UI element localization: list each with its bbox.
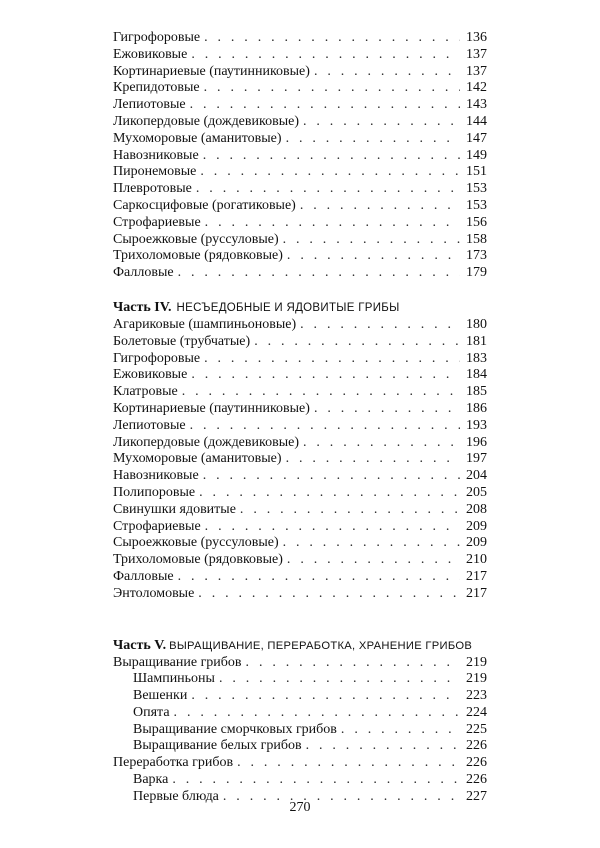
toc-entry-title: Варка: [133, 772, 169, 788]
dot-leader: [240, 502, 460, 519]
toc-entry: [113, 334, 487, 351]
toc-entry-page: 193: [466, 417, 487, 433]
toc-entry-page: 153: [466, 197, 487, 213]
toc-entry: [113, 401, 487, 418]
toc-entry-title: Первые блюда: [133, 788, 219, 804]
toc-entry: [113, 47, 487, 64]
toc-entry-title: Переработка грибов: [113, 755, 234, 771]
toc-entry: [113, 655, 487, 672]
toc-entry-page: 226: [466, 772, 487, 788]
table-of-contents: [113, 30, 487, 806]
toc-entry: [113, 671, 487, 688]
toc-entry-page: 196: [466, 434, 487, 450]
dot-leader: [190, 418, 460, 435]
toc-entry-page: 147: [466, 130, 487, 146]
toc-entry-title: Сыроежковые (руссуловые): [113, 231, 279, 247]
dot-leader: [283, 535, 460, 552]
dot-leader: [199, 485, 460, 502]
toc-entry-page: 217: [466, 585, 487, 601]
toc-entry-title: Выращивание сморчковых грибов: [133, 721, 337, 737]
toc-entry-title: Шампиньоны: [133, 671, 215, 687]
toc-entry: [113, 30, 487, 47]
toc-entry-title: Фалловые: [113, 568, 174, 584]
toc-part-5-list: [113, 655, 487, 806]
toc-entry-title: Фалловые: [113, 265, 174, 281]
part-title: НЕСЪЕДОБНЫЕ И ЯДОВИТЫЕ ГРИБЫ: [176, 301, 400, 314]
toc-entry: [113, 248, 487, 265]
toc-entry-title: Трихоломовые (рядовковые): [113, 248, 283, 264]
dot-leader: [172, 772, 460, 789]
dot-leader: [237, 755, 460, 772]
dot-leader: [303, 435, 460, 452]
toc-entry: [113, 688, 487, 705]
toc-entry-title: Ежовиковые: [113, 367, 188, 383]
toc-entry-page: 137: [466, 63, 487, 79]
dot-leader: [300, 198, 460, 215]
toc-entry: [113, 64, 487, 81]
toc-entry-page: 153: [466, 181, 487, 197]
toc-entry-page: 204: [466, 468, 487, 484]
toc-entry: [113, 164, 487, 181]
toc-entry: [113, 215, 487, 232]
toc-section-continued: [113, 30, 487, 282]
toc-entry-page: 136: [466, 30, 487, 45]
toc-entry-title: Гигрофоровые: [113, 350, 201, 366]
toc-entry-page: 184: [466, 367, 487, 383]
toc-entry-title: Мухоморовые (аманитовые): [113, 451, 282, 467]
toc-entry-page: 209: [466, 518, 487, 534]
toc-entry-title: Строфариевые: [113, 214, 201, 230]
dot-leader: [314, 64, 460, 81]
dot-leader: [178, 265, 460, 282]
toc-entry-page: 144: [466, 113, 487, 129]
toc-entry-page: 158: [466, 231, 487, 247]
toc-entry: [113, 265, 487, 282]
toc-entry-title: Агариковые (шампиньоновые): [113, 316, 297, 332]
toc-entry: [113, 435, 487, 452]
toc-entry-page: 183: [466, 350, 487, 366]
toc-entry: [113, 418, 487, 435]
dot-leader: [198, 586, 460, 603]
toc-entry-title: Строфариевые: [113, 518, 201, 534]
dot-leader: [191, 367, 460, 384]
dot-leader: [204, 30, 460, 47]
dot-leader: [200, 164, 460, 181]
toc-entry: [113, 722, 487, 739]
toc-entry-page: 205: [466, 484, 487, 500]
toc-entry-page: 149: [466, 147, 487, 163]
toc-entry: [113, 569, 487, 586]
dot-leader: [204, 80, 460, 97]
toc-entry-title: Навозниковые: [113, 147, 199, 163]
toc-entry-page: 143: [466, 97, 487, 113]
toc-entry-page: 142: [466, 80, 487, 96]
toc-entry: [113, 586, 487, 603]
dot-leader: [178, 569, 460, 586]
dot-leader: [287, 248, 460, 265]
dot-leader: [191, 47, 460, 64]
toc-entry-title: Крепидотовые: [113, 80, 200, 96]
toc-entry: [113, 232, 487, 249]
dot-leader: [287, 552, 460, 569]
toc-entry: [113, 485, 487, 502]
toc-entry-page: 156: [466, 214, 487, 230]
toc-entry: [113, 97, 487, 114]
dot-leader: [190, 97, 460, 114]
toc-entry: [113, 148, 487, 165]
toc-entry: [113, 198, 487, 215]
dot-leader: [341, 722, 460, 739]
toc-entry-title: Кортинариевые (паутинниковые): [113, 63, 310, 79]
toc-entry-page: 219: [466, 671, 487, 687]
toc-entry-title: Ликопердовые (дождевиковые): [113, 434, 299, 450]
toc-entry: [113, 451, 487, 468]
toc-entry-page: 208: [466, 501, 487, 517]
page-number: 270: [289, 800, 311, 815]
toc-entry-page: 186: [466, 400, 487, 416]
toc-entry-page: 223: [466, 688, 487, 704]
dot-leader: [203, 468, 460, 485]
dot-leader: [246, 655, 460, 672]
dot-leader: [283, 232, 460, 249]
toc-entry-page: 185: [466, 384, 487, 400]
dot-leader: [203, 148, 460, 165]
toc-entry: [113, 80, 487, 97]
part-4-heading: [113, 299, 487, 317]
dot-leader: [204, 351, 460, 368]
toc-entry-page: 217: [466, 568, 487, 584]
dot-leader: [182, 384, 460, 401]
toc-entry-title: Опята: [133, 704, 170, 720]
toc-entry-page: 151: [466, 164, 487, 180]
dot-leader: [191, 688, 460, 705]
dot-leader: [174, 705, 460, 722]
toc-entry-title: Болетовые (трубчатые): [113, 333, 251, 349]
toc-entry: [113, 317, 487, 334]
toc-entry-page: 179: [466, 265, 487, 281]
toc-entry: [113, 738, 487, 755]
toc-entry-title: Мухоморовые (аманитовые): [113, 130, 282, 146]
toc-entry-title: Клатровые: [113, 384, 178, 400]
toc-entry: [113, 181, 487, 198]
toc-entry-page: 209: [466, 535, 487, 551]
toc-entry-title: Свинушки ядовитые: [113, 501, 236, 517]
toc-entry-page: 173: [466, 248, 487, 264]
toc-entry-page: 181: [466, 333, 487, 349]
toc-entry-title: Кортинариевые (паутинниковые): [113, 400, 310, 416]
toc-entry-title: Сыроежковые (руссуловые): [113, 535, 279, 551]
toc-entry-page: 224: [466, 704, 487, 720]
toc-entry-title: Ежовиковые: [113, 46, 188, 62]
part-label: Часть V.: [113, 637, 167, 653]
toc-entry-page: 180: [466, 316, 487, 332]
toc-entry: [113, 131, 487, 148]
toc-entry: [113, 535, 487, 552]
toc-entry-title: Пиронемовые: [113, 164, 197, 180]
toc-entry-page: 226: [466, 755, 487, 771]
dot-leader: [300, 317, 460, 334]
toc-entry-title: Саркосцифовые (рогатиковые): [113, 197, 296, 213]
toc-entry-page: 210: [466, 552, 487, 568]
toc-entry-title: Трихоломовые (рядовковые): [113, 552, 283, 568]
dot-leader: [306, 738, 460, 755]
toc-entry-page: 227: [466, 788, 487, 804]
toc-entry-page: 225: [466, 721, 487, 737]
toc-entry-page: 137: [466, 46, 487, 62]
toc-entry: [113, 114, 487, 131]
dot-leader: [314, 401, 460, 418]
part-label: Часть IV.: [113, 299, 172, 315]
part-5-heading: [113, 637, 487, 655]
toc-part-4-list: [113, 317, 487, 603]
part-title: ВЫРАЩИВАНИЕ, ПЕРЕРАБОТКА, ХРАНЕНИЕ ГРИБОВ: [169, 639, 473, 652]
dot-leader: [205, 215, 460, 232]
dot-leader: [303, 114, 460, 131]
dot-leader: [219, 671, 460, 688]
toc-entry-title: Энтоломовые: [113, 585, 195, 601]
dot-leader: [205, 519, 460, 536]
dot-leader: [286, 451, 460, 468]
toc-entry-title: Ликопердовые (дождевиковые): [113, 113, 299, 129]
toc-entry-title: Вешенки: [133, 688, 188, 704]
toc-entry: [113, 367, 487, 384]
toc-entry: [113, 552, 487, 569]
toc-entry-title: Лепиотовые: [113, 417, 186, 433]
dot-leader: [196, 181, 460, 198]
toc-entry: [113, 468, 487, 485]
toc-entry: [113, 772, 487, 789]
toc-entry-page: 226: [466, 738, 487, 754]
toc-entry: [113, 755, 487, 772]
toc-entry-page: 197: [466, 451, 487, 467]
dot-leader: [286, 131, 460, 148]
dot-leader: [254, 334, 460, 351]
toc-entry: [113, 351, 487, 368]
toc-entry-title: Полипоровые: [113, 484, 196, 500]
toc-entry-title: Гигрофоровые: [113, 30, 201, 45]
toc-entry-title: Выращивание грибов: [113, 654, 242, 670]
toc-entry: [113, 519, 487, 536]
toc-entry-title: Выращивание белых грибов: [133, 738, 302, 754]
toc-entry-title: Навозниковые: [113, 468, 199, 484]
toc-entry-title: Лепиотовые: [113, 97, 186, 113]
toc-entry: [113, 502, 487, 519]
toc-entry-title: Плевротовые: [113, 181, 192, 197]
toc-entry: [113, 384, 487, 401]
toc-entry: [113, 705, 487, 722]
toc-entry-page: 219: [466, 654, 487, 670]
